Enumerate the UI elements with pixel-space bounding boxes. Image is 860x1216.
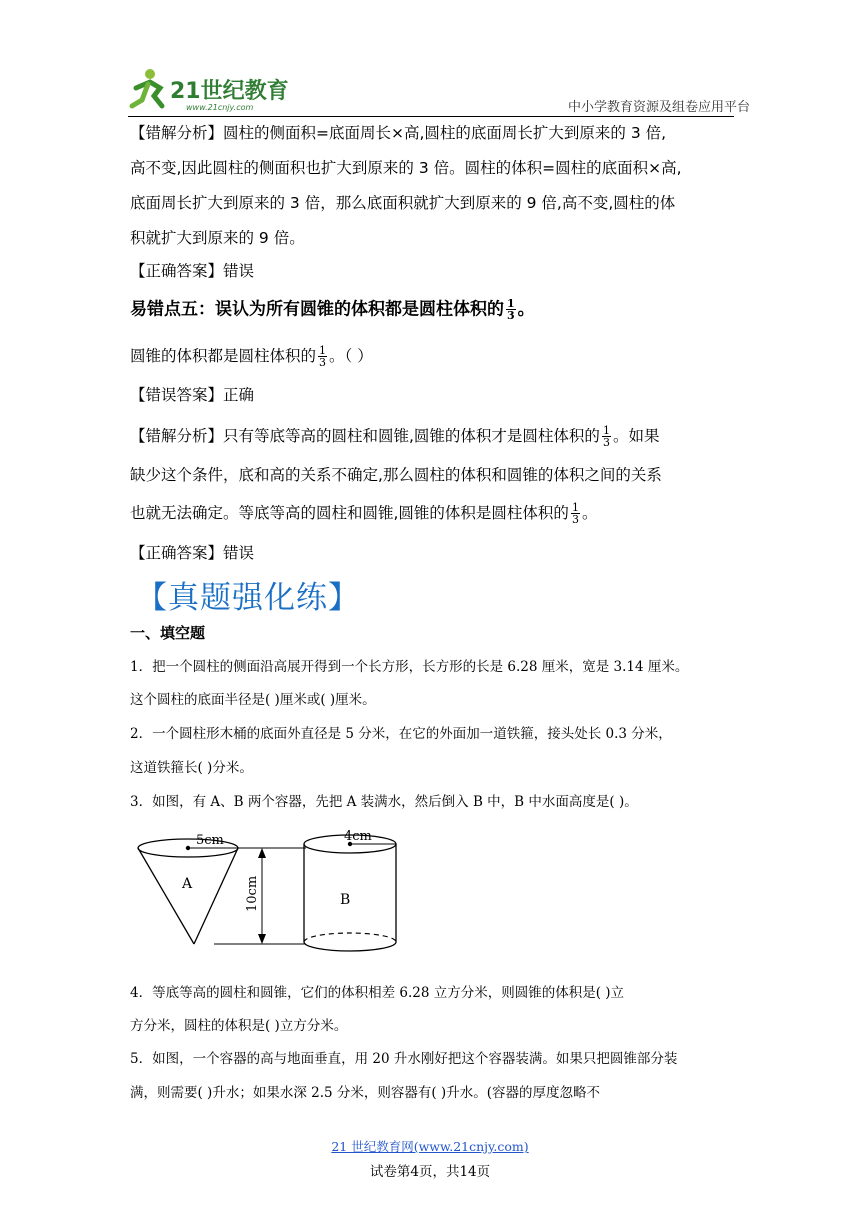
cone-right-edge [194,848,238,944]
cylinder-bottom-front [304,942,396,951]
error-point-end: 。 [517,299,535,320]
height-label: 10cm [245,875,260,912]
question-4-line-2: 方分米，圆柱的体积是( )立方分米。 [130,1018,348,1034]
analysis2-line-3 [130,502,597,525]
error-point-text: 易错点五：误认为所有圆锥的体积都是圆柱体积的 [130,299,504,320]
logo-url: www.21cnjy.com [186,103,254,112]
cylinder-label: B [340,892,351,908]
analysis2-line-2: 缺少这个条件，底和高的关系不确定,那么圆柱的体积和圆锥的体积之间的关系 [130,466,662,484]
section-heading: 一、填空题 [130,624,206,642]
fraction-one-third: $\frac{1}{3}$ [571,501,579,526]
practice-title: 【真题强化练】 [136,580,360,616]
analysis2-text: 【错解分析】只有等底等高的圆柱和圆锥,圆锥的体积才是圆柱体积的 [130,427,600,445]
wrong-answer: 【错误答案】正确 [130,386,255,404]
analysis-line-2: 高不变,因此圆柱的侧面积也扩大到原来的 3 倍。圆柱的体积=圆柱的底面积×高, [130,159,682,177]
fraction-one-third: $\frac{1}{3}$ [507,297,515,322]
analysis2-text-end: 。如果 [612,427,660,445]
question-statement [130,345,373,368]
question-1-line-1: 1．把一个圆柱的侧面沿高展开得到一个长方形，长方形的长是 6.28 厘米，宽是 3.14 厘米。 [130,659,689,675]
correct-answer-2: 【正确答案】错误 [130,544,255,562]
analysis-line-4: 积就扩大到原来的 9 倍。 [130,229,305,247]
runner-logo-icon [128,66,288,116]
question-2-line-2: 这道铁箍长( )分米。 [130,760,253,776]
logo-text: 21世纪教育 [170,79,288,104]
header-divider [128,116,734,117]
question-bracket: 。（ ） [329,347,373,365]
cone-left-edge [138,848,194,944]
error-point-title [130,298,535,321]
analysis-line-1: 【错解分析】圆柱的侧面积=底面周长×高,圆柱的底面周长扩大到原来的 3 倍, [130,124,667,142]
question-5-line-1: 5．如图，一个容器的高与地面垂直，用 20 升水刚好把这个容器装满。如果只把圆锥部分装 [130,1051,678,1067]
site-logo [128,66,288,116]
cylinder-bottom-back [304,933,396,942]
cone-label: A [182,876,193,892]
fraction-one-third: $\frac{1}{3}$ [602,424,610,449]
question-5-line-2: 满，则需要( )升水；如果水深 2.5 分米，则容器有( )升水。(容器的厚度忽略不 [130,1085,600,1101]
question-3: 3．如图，有 A、B 两个容器，先把 A 装满水，然后倒入 B 中，B 中水面高度是( )。 [130,794,638,810]
question-4-line-1: 4．等底等高的圆柱和圆锥，它们的体积相差 6.28 立方分米，则圆锥的体积是( )立 [130,985,625,1001]
analysis2-text: 也就无法确定。等底等高的圆柱和圆锥,圆锥的体积是圆柱体积的 [130,504,569,522]
fraction-one-third: $\frac{1}{3}$ [319,344,327,369]
arrow-down-icon [258,934,266,944]
cylinder-radius-label: 4cm [344,829,372,844]
cone-cylinder-diagram [130,820,410,960]
footer-page-number: 试卷第4页，共14页 [369,1164,491,1180]
header-tagline: 中小学教育资源及组卷应用平台 [568,100,751,115]
containers-figure [130,820,410,964]
arrow-up-icon [258,848,266,858]
analysis-line-3: 底面周长扩大到原来的 3 倍，那么底面积就扩大到原来的 9 倍,高不变,圆柱的体 [130,194,676,212]
analysis2-line-1 [130,425,659,448]
question-text: 圆锥的体积都是圆柱体积的 [130,347,317,365]
footer-site-link[interactable]: 21 世纪教育网(www.21cnjy.com) [331,1139,529,1154]
correct-answer-1: 【正确答案】错误 [130,262,255,280]
question-2-line-1: 2．一个圆柱形木桶的底面外直径是 5 分米，在它的外面加一道铁箍，接头处长 0.3 分米， [130,726,672,742]
cone-radius-label: 5cm [196,833,224,848]
analysis2-text-end: 。 [581,504,598,522]
question-1-line-2: 这个圆柱的底面半径是( )厘米或( )厘米。 [130,692,376,708]
